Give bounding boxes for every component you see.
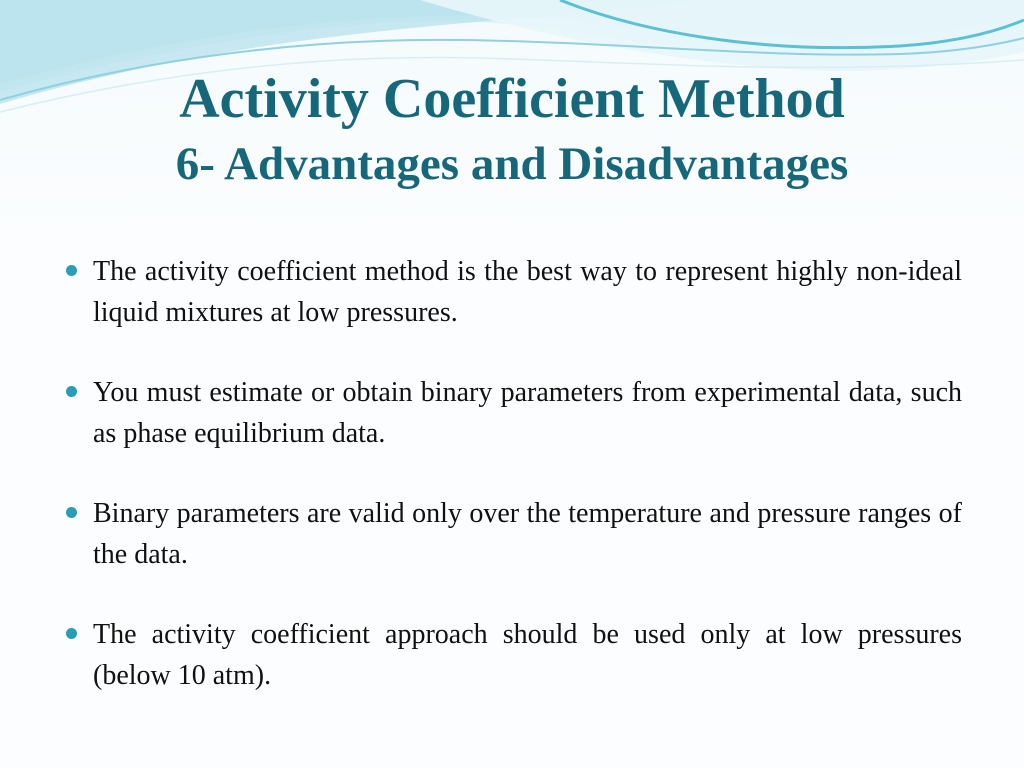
bullet-text: Binary parameters are valid only over the temperature and pressure ranges of the data. — [93, 498, 962, 570]
bullet-text: The activity coefficient method is the best way to represent highly non-ideal liquid mixtures at low pressures. — [93, 256, 962, 328]
bullet-dot-icon — [66, 386, 77, 397]
bullet-item — [62, 614, 962, 696]
bullet-item — [62, 251, 962, 333]
bullet-item — [62, 372, 962, 454]
slide-subtitle: 6- Advantages and Disadvantages — [175, 138, 849, 190]
bullet-dot-icon — [66, 628, 77, 639]
slide-title: Activity Coefficient Method — [179, 68, 845, 130]
bullet-dot-icon — [66, 507, 77, 518]
bullet-text: You must estimate or obtain binary parameters from experimental data, such as phase equilibrium data. — [93, 377, 962, 449]
bullet-text: The activity coefficient approach should be used only at low pressures (below 10 atm). — [93, 619, 962, 691]
bullet-dot-icon — [66, 265, 77, 276]
bullet-item — [62, 493, 962, 575]
bullet-list — [62, 251, 962, 735]
title-block — [0, 64, 1024, 194]
